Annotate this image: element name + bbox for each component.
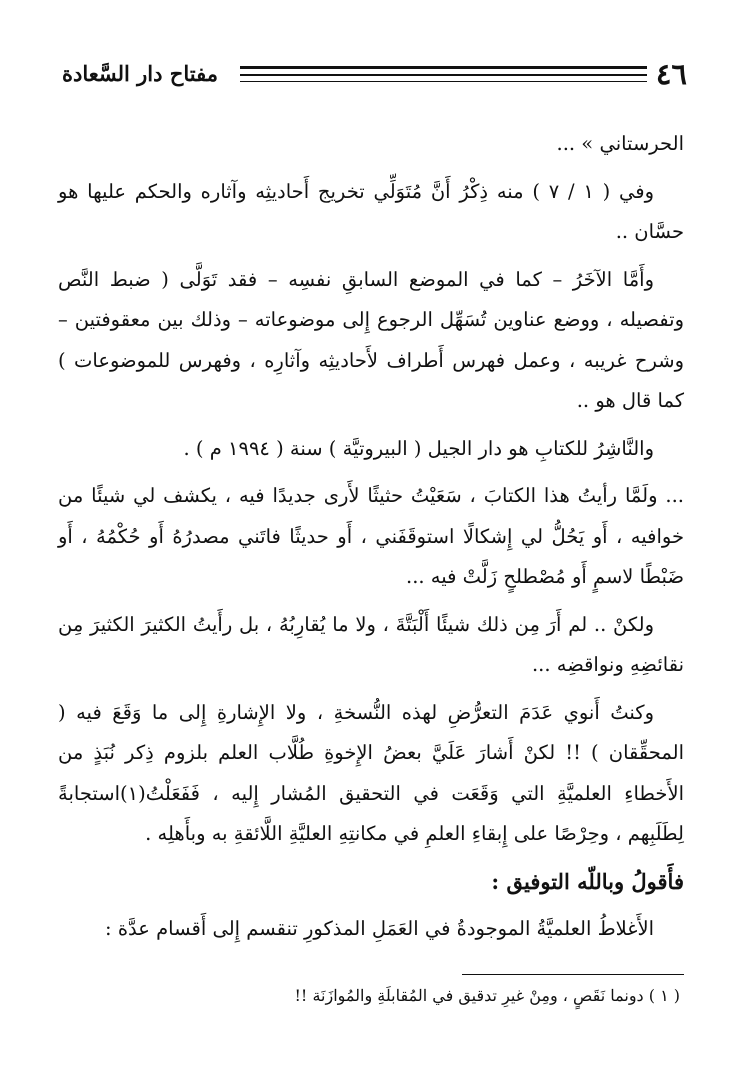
footnote: ( ١ ) دونما نَقَصٍ ، ومِنْ غيرِ تدقيق في المُقابلَةِ والمُوازَنَة !! (294, 986, 680, 1005)
paragraph: ولكنْ .. لم أَرَ مِن ذلك شيئًا أَلْبَتَّةَ ، ولا ما يُقارِبُهُ ، بل رأَيتُ الكثيرَ الكثيرَ مِن نقائضِهِ ونواقضِه ... (58, 612, 684, 676)
paragraph: الأَغلاطُ العلميَّةُ الموجودةُ في العَمَلِ المذكورِ تنقسم إِلى أَقسام عدَّة : (105, 917, 654, 940)
paragraph: وأَمَّا الآخَرُ – كما في الموضع السابقِ نفسِه – فقد تَوَلَّى ( ضبط النَّص وتفصيله ، ووضع عناوين تُسَهِّل الرجوع إِلى موضوعاته – وذلك بين معقوفتين – وشرح غريبه ، وعمل فهرس أَطراف لأَحاديثِه وآثارِه ، وفهرس للموضوعات ) كما قال هو .. (58, 267, 684, 412)
paragraph: والنَّاشِرُ للكتابِ هو دار الجيل ( البيروتيَّة ) سنة ( ١٩٩٤ م ) . (183, 436, 654, 460)
main-text (58, 124, 684, 957)
book-title: مفتاح دار السَّعادة (62, 61, 218, 86)
page-number: ٤٦ (655, 57, 687, 91)
header-rule (240, 81, 647, 82)
header-rule (240, 66, 647, 69)
paragraph: وفي ( ١ / ٧ ) منه ذِكْرُ أَنَّ مُتَوَلِّي تخريج أَحاديثِه وآثاره والحكم عليها هو حسَّان .. (58, 179, 684, 243)
paragraph: وكنتُ أَنوي عَدَمَ التعرُّضِ لهذه النُّسخةِ ، ولا الإِشارةِ إِلى ما وَقَعَ فيه ( المحقِّقان ) !! لكنْ أَشارَ عَلَيَّ بعضُ الإِخوةِ طُلَّاب العلم بلزوم ذِكر نُبَذٍ من الأَخطاءِ العلميَّةِ التي وَقَعَت في التحقيق المُشار إِليه ، فَفَعَلْتُ(١)استجابةً لِطَلَبِهم ، وحِرْصًا على إِبقاءِ العلمِ في مكانتِهِ العليَّةِ اللَّائقةِ به وبأَهلِه . (58, 700, 684, 845)
paragraph: ... ولَمَّا رأيتُ هذا الكتابَ ، سَعَيْتُ حثيثًا لأَرى جديدًا فيه ، يكشف لي شيئًا من خوافيه ، أَو يَحُلُّ لي إِشكالًا استوقَفَني ، أَو حديثًا فاتَني مصدرُهُ أَو حُكْمُهُ ، أَو ضَبْطًا لاسمٍ أَو مُصْطلحٍ زَلَّتْ فيه ... (58, 484, 684, 588)
header-rule (240, 74, 647, 76)
running-header (62, 56, 687, 96)
section-heading: فأَقولُ وباللّه التوفيق : (491, 868, 684, 894)
footnote-divider (462, 974, 684, 975)
paragraph: الحرستاني » ... (556, 132, 684, 155)
